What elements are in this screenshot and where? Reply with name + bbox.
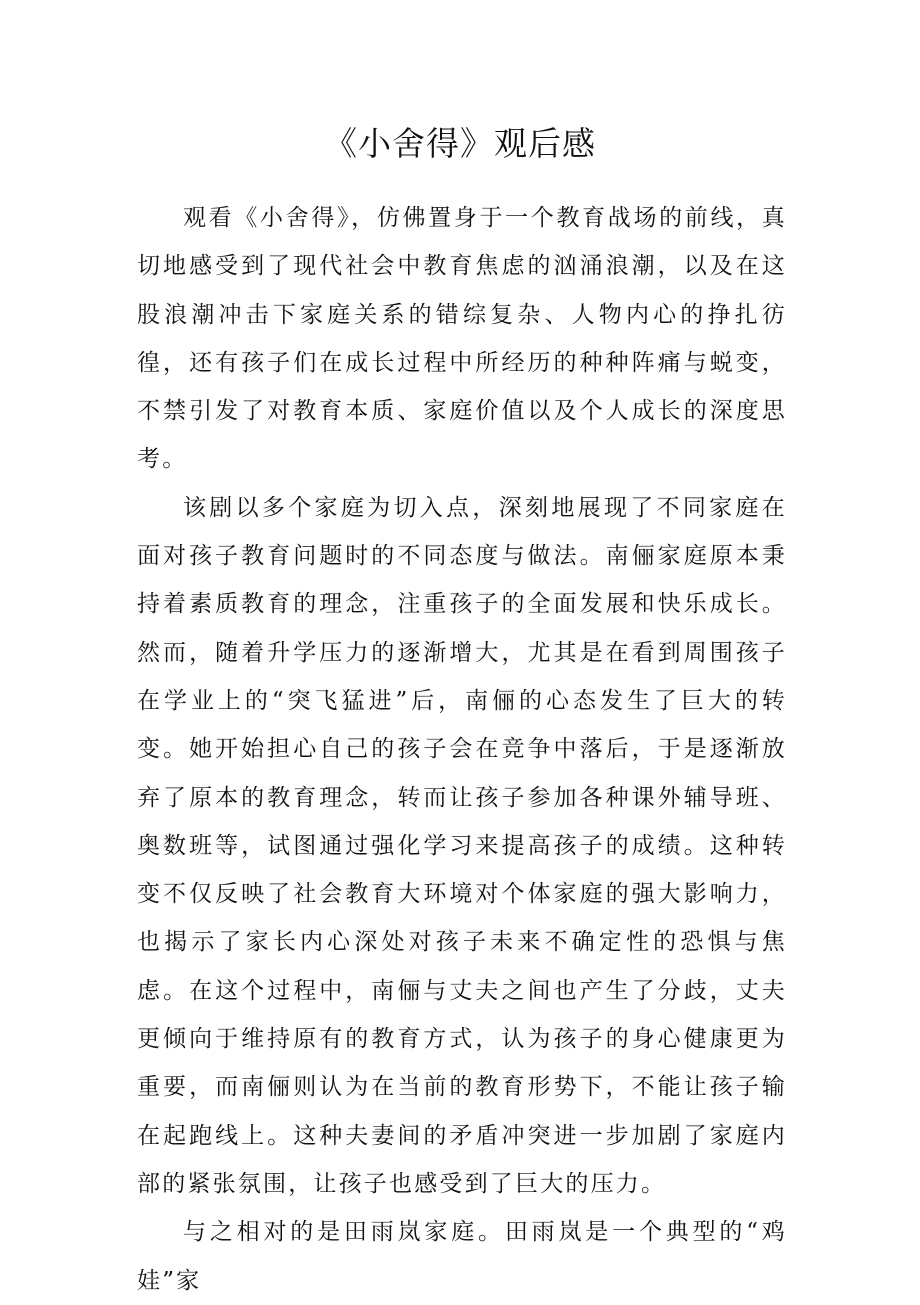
document-title: 《小舍得》观后感 <box>324 124 596 163</box>
document-body <box>137 194 787 1305</box>
paragraph-1: 观看《小舍得》，仿佛置身于一个教育战场的前线，真切地感受到了现代社会中教育焦虑的汹涌浪潮，以及在这股浪潮冲击下家庭关系的错综复杂、人物内心的挣扎彷徨，还有孩子们在成长过程中所经历的种种阵痛与蜕变，不禁引发了对教育本质、家庭价值以及个人成长的深度思考。 <box>137 205 787 473</box>
paragraph-2: 该剧以多个家庭为切入点，深刻地展现了不同家庭在面对孩子教育问题时的不同态度与做法。南俪家庭原本秉持着素质教育的理念，注重孩子的全面发展和快乐成长。然而，随着升学压力的逐渐增大，尤其是在看到周围孩子在学业上的“突飞猛进”后，南俪的心态发生了巨大的转变。她开始担心自己的孩子会在竞争中落后，于是逐渐放弃了原本的教育理念，转而让孩子参加各种课外辅导班、奥数班等，试图通过强化学习来提高孩子的成绩。这种转变不仅反映了社会教育大环境对个体家庭的强大影响力，也揭示了家长内心深处对孩子未来不确定性的恐惧与焦虑。在这个过程中，南俪与丈夫之间也产生了分歧，丈夫更倾向于维持原有的教育方式，认为孩子的身心健康更为重要，而南俪则认为在当前的教育形势下，不能让孩子输在起跑线上。这种夫妻间的矛盾冲突进一步加剧了家庭内部的紧张氛围，让孩子也感受到了巨大的压力。 <box>137 494 787 1197</box>
paragraph-3: 与之相对的是田雨岚家庭。田雨岚是一个典型的“鸡娃”家 <box>137 1219 787 1294</box>
